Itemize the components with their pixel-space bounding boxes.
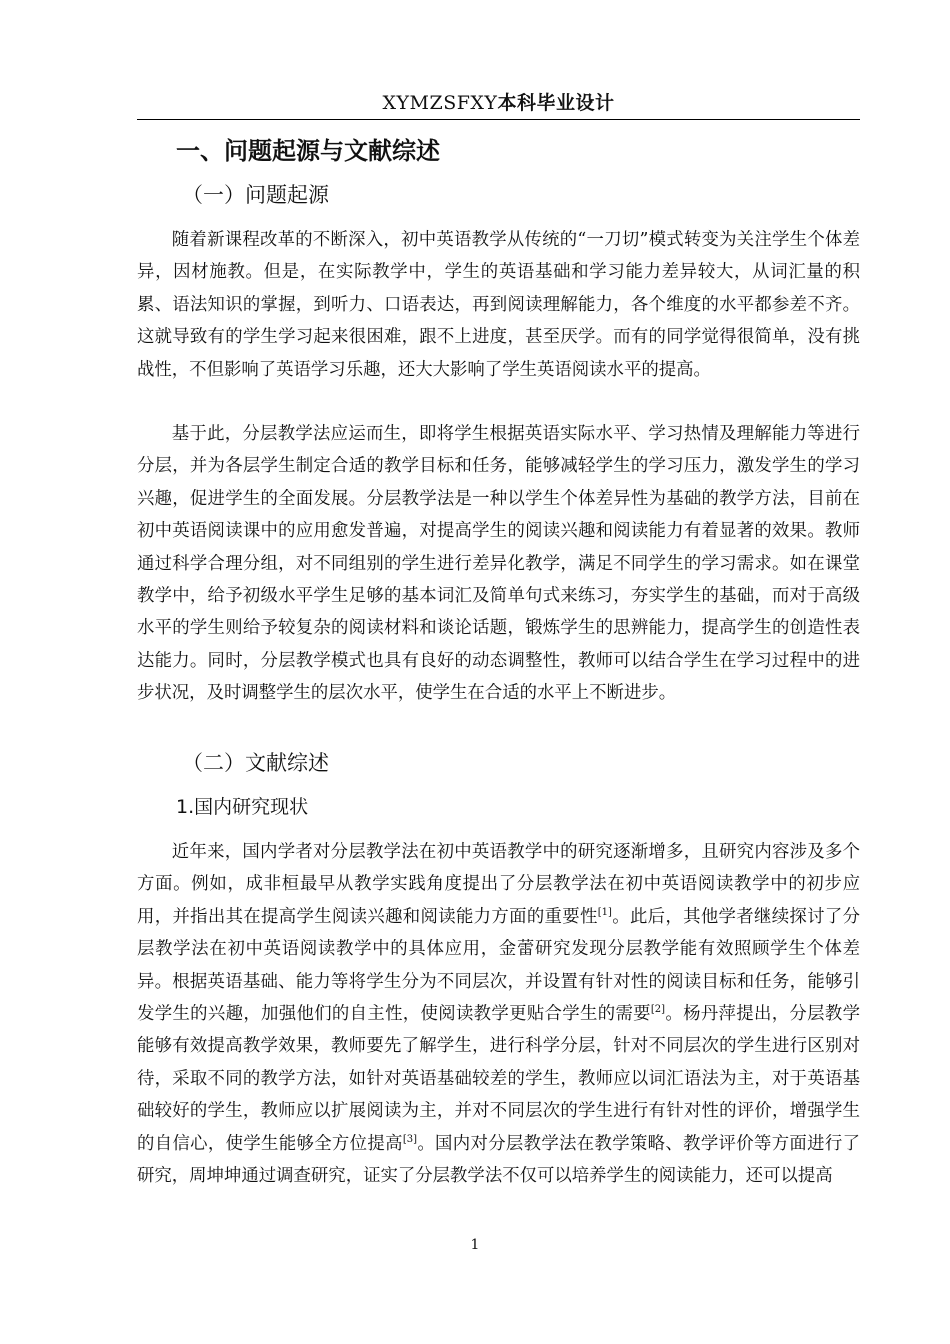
page-number: 1 (470, 1237, 480, 1253)
citation-1: [1] (597, 907, 612, 919)
paragraph-text-2: 。此后，其他学者继续探讨了分层教学法在初中英语阅读教学中的具体应用，金蕾研究发现分层教学能有效照顾学生个体差异。根据英语基础、能力等将学生分为不同层次，并设置有针对性的阅读目标和任务，能够引发学生的兴趣，加强他们的自主性，使阅读教学更贴合学生的需要 (137, 906, 860, 1025)
paragraph-text-3: 。杨丹萍提出，分层教学能够有效提高教学效果，教师要先了解学生，进行科学分层，针对不同层次的学生进行区别对待，采取不同的教学方法，如针对英语基础较差的学生，教师应以词汇语法为主，对于英语基础较好的学生，教师应以扩展阅读为主，并对不同层次的学生进行有针对性的评价，增强学生的自信心，使学生能够全方位提高 (137, 1004, 860, 1154)
header-rule (137, 119, 860, 120)
paragraph-origin-1: 随着新课程改革的不断深入，初中英语教学从传统的“一刀切”模式转变为关注学生个体差异，因材施教。但是，在实际教学中，学生的英语基础和学习能力差异较大，从词汇量的积累、语法知识的掌握，到听力、口语表达，再到阅读理解能力，各个维度的水平都参差不齐。这就导致有的学生学习起来很困难，跟不上进度，甚至厌学。而有的同学觉得很简单，没有挑战性，不但影响了英语学习乐趣，还大大影响了学生英语阅读水平的提高。 (137, 230, 860, 380)
header-latin: XYMZSFXY (382, 92, 498, 114)
citation-2: [2] (650, 1004, 666, 1016)
section-title: 一、问题起源与文献综述 (176, 137, 440, 165)
citation-3: [3] (402, 1133, 417, 1145)
subsection-title-review: （二）文献综述 (182, 751, 329, 775)
paragraph-domestic (137, 836, 860, 1192)
header-cjk: 本科毕业设计 (497, 92, 615, 114)
page-header (137, 88, 860, 118)
paragraph-origin-2: 基于此，分层教学法应运而生，即将学生根据英语实际水平、学习热情及理解能力等进行分层，并为各层学生制定合适的教学目标和任务，能够减轻学生的学习压力，激发学生的学习兴趣，促进学生的全面发展。分层教学法是一种以学生个体差异性为基础的教学方法，目前在初中英语阅读课中的应用愈发普遍，对提高学生的阅读兴趣和阅读能力有着显著的效果。教师通过科学合理分组，对不同组别的学生进行差异化教学，满足不同学生的学习需求。如在课堂教学中，给予初级水平学生足够的基本词汇及简单句式来练习，夯实学生的基础，而对于高级水平的学生则给予较复杂的阅读材料和谈论话题，锻炼学生的思辨能力，提高学生的创造性表达能力。同时，分层教学模式也具有良好的动态调整性，教师可以结合学生在学习过程中的进步状况，及时调整学生的层次水平，使学生在合适的水平上不断进步。 (137, 424, 860, 704)
subsubsection-title-domestic: 1.国内研究现状 (176, 796, 309, 818)
paragraph-text-1: 近年来，国内学者对分层教学法在初中英语教学中的研究逐渐增多，且研究内容涉及多个方面。例如，成非桓最早从教学实践角度提出了分层教学法在初中英语阅读教学中的初步应用，并指出其在提高学生阅读兴趣和阅读能力方面的重要性 (137, 842, 860, 927)
paragraph-text-4: 。国内对分层教学法在教学策略、教学评价等方面进行了研究，周坤坤通过调查研究，证实了分层教学法不仅可以培养学生的阅读能力，还可以提高 (137, 1133, 860, 1187)
subsection-title-origin: （一）问题起源 (182, 183, 329, 207)
